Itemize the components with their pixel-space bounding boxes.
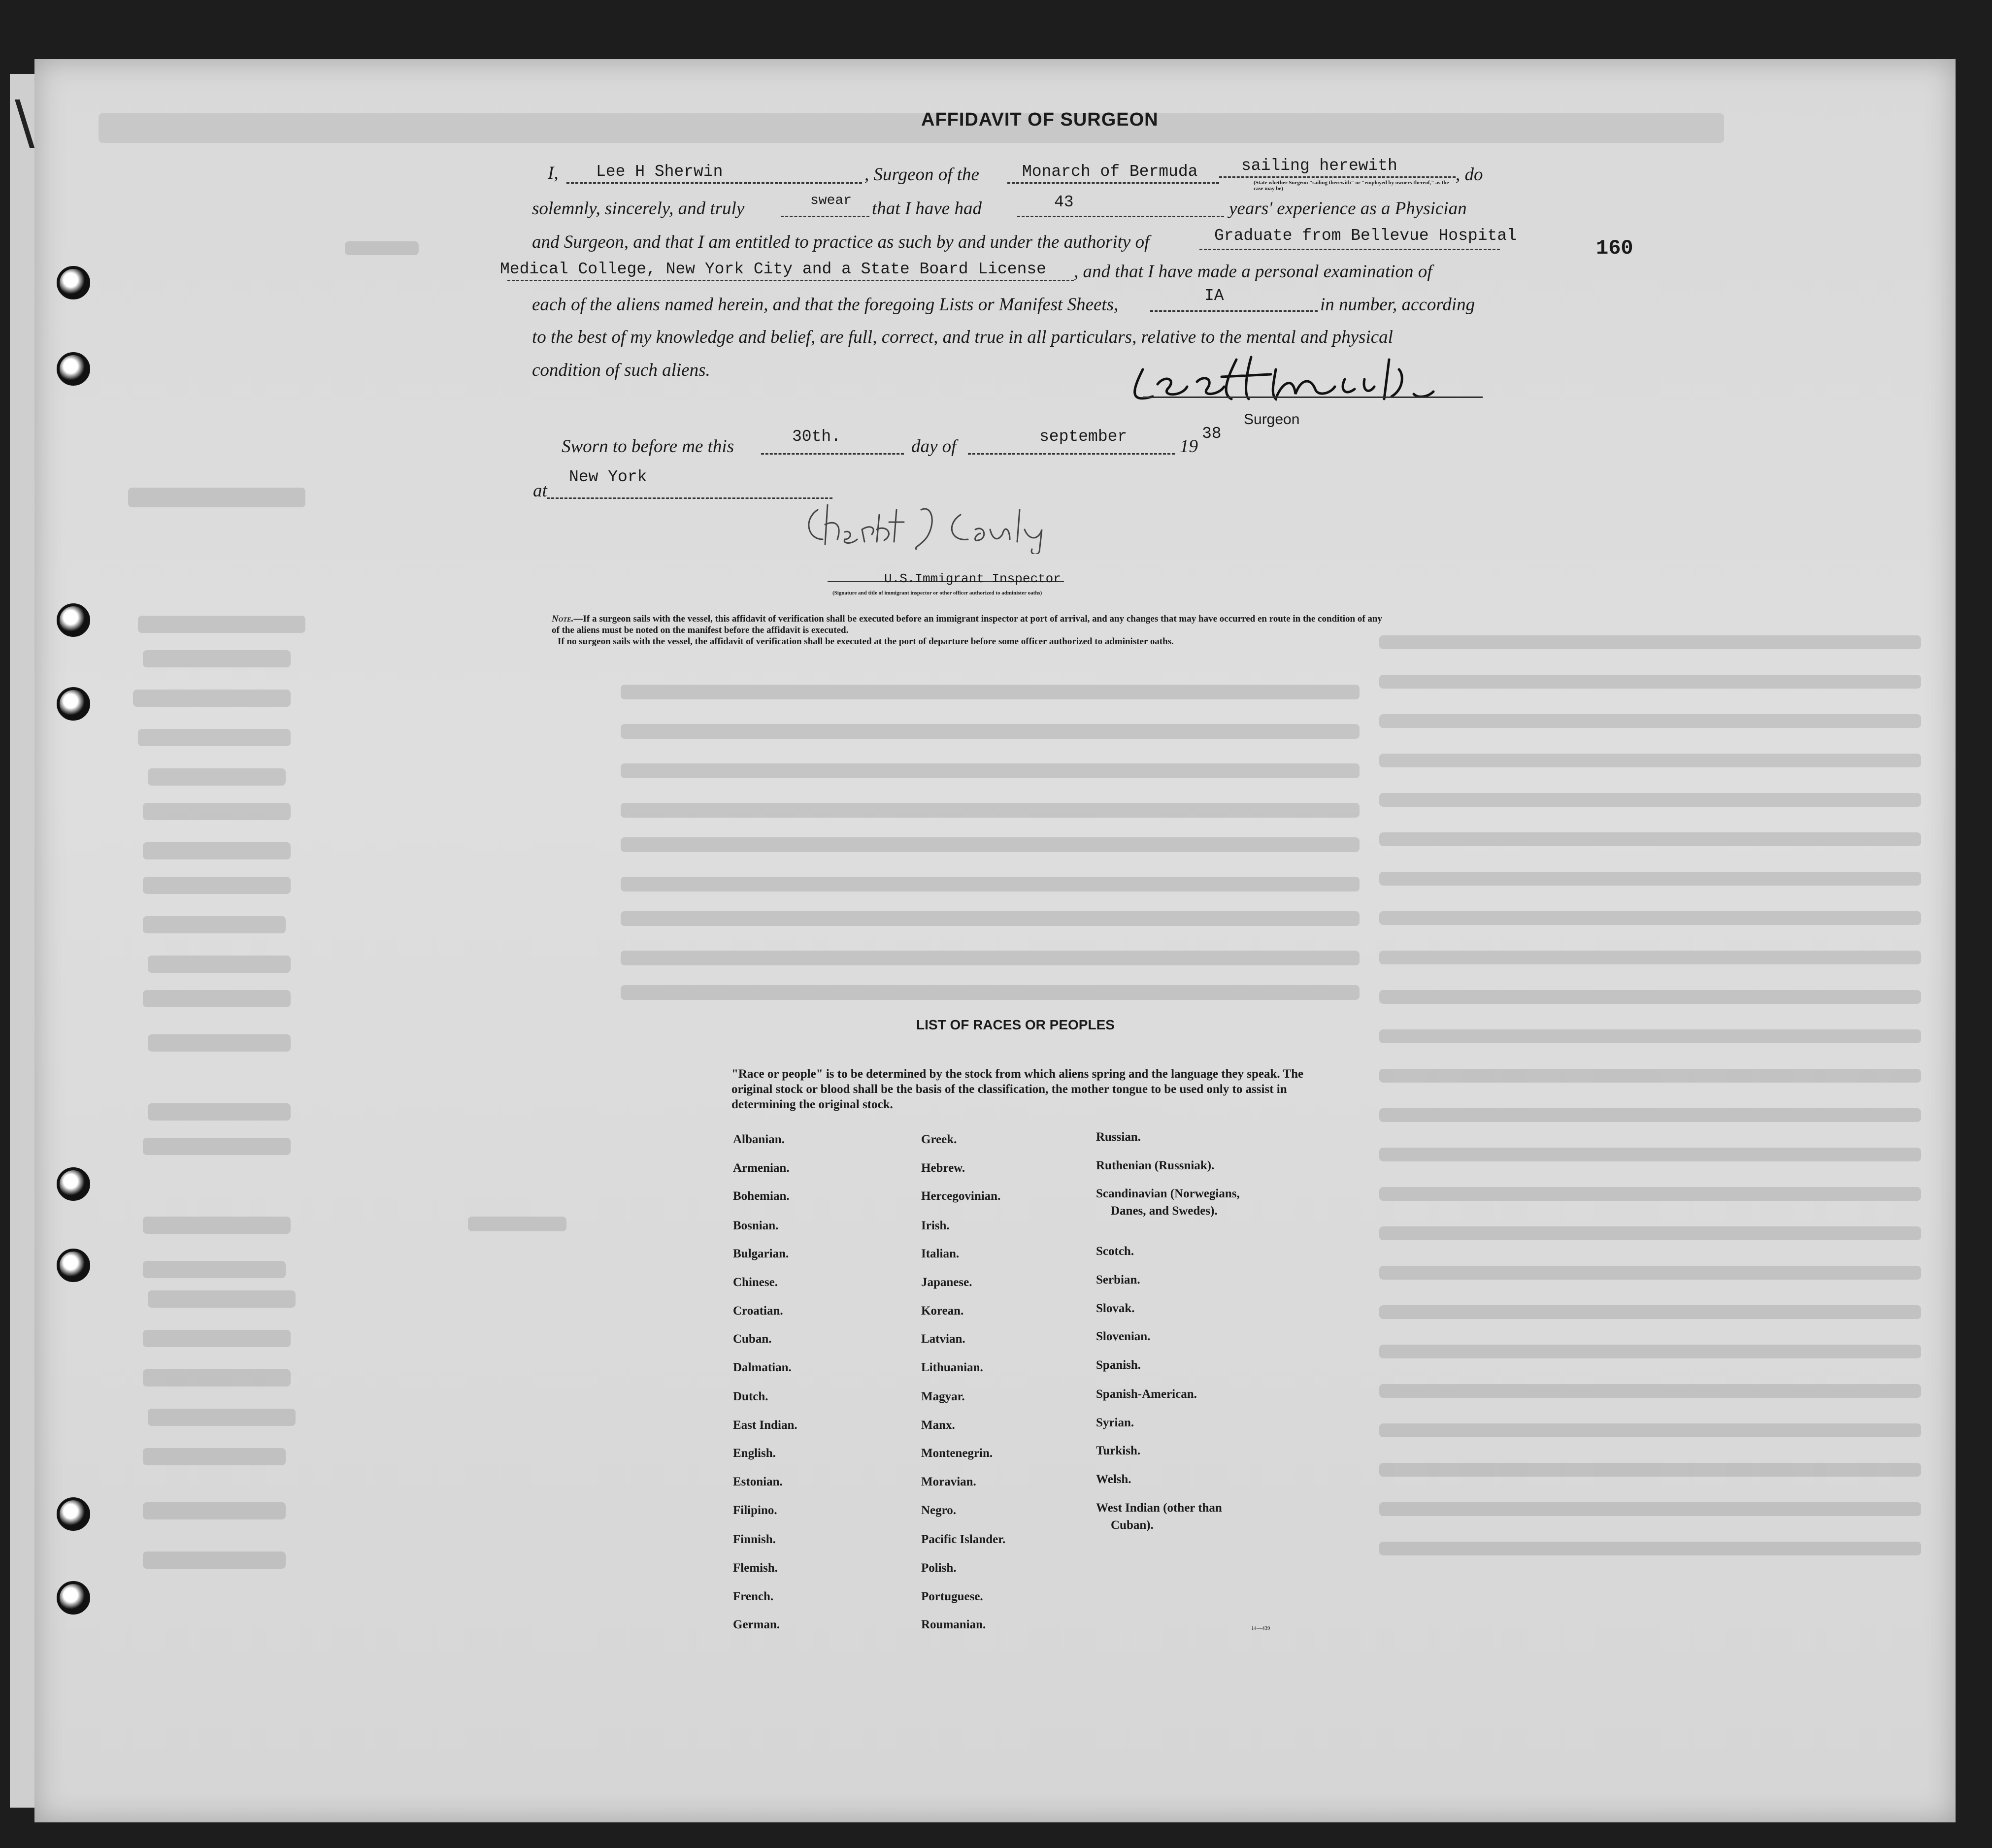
race-item: Ruthenian (Russniak).: [1096, 1159, 1215, 1172]
race-item: Negro.: [921, 1504, 957, 1517]
intro-text: I,: [548, 163, 559, 183]
race-item: West Indian (other than: [1096, 1501, 1222, 1515]
race-item: Hercegovinian.: [921, 1189, 1001, 1203]
race-item: Chinese.: [733, 1276, 778, 1289]
years-experience: 43: [1054, 193, 1074, 211]
race-item: East Indian.: [733, 1419, 797, 1432]
examination-text: , and that I have made a personal examination of: [1074, 262, 1432, 282]
note-label: Note.: [552, 614, 574, 624]
race-item: Latvian.: [921, 1332, 965, 1346]
vessel-line: [1007, 182, 1219, 184]
race-item: French.: [733, 1590, 774, 1603]
race-item: Manx.: [921, 1419, 955, 1432]
race-item: Armenian.: [733, 1161, 790, 1175]
have-had-text: that I have had: [872, 198, 982, 219]
race-item: Dalmatian.: [733, 1361, 792, 1374]
race-item: Italian.: [921, 1247, 960, 1260]
place: New York: [569, 468, 647, 486]
month-line: [968, 453, 1175, 455]
place-line: [547, 497, 832, 499]
binder-hole: [57, 1581, 90, 1615]
binder-hole: [57, 603, 90, 637]
vessel-name: Monarch of Bermuda: [1022, 163, 1198, 181]
race-item: Cuban.: [733, 1332, 772, 1346]
race-item: Filipino.: [733, 1504, 777, 1517]
race-item: Bulgarian.: [733, 1247, 789, 1260]
binder-hole: [57, 266, 90, 299]
race-item: German.: [733, 1618, 780, 1631]
sailing-status: sailing herewith: [1241, 157, 1397, 175]
inspector-signature: [798, 495, 1074, 554]
oath-line: [781, 216, 869, 217]
sheets-line: [1150, 310, 1318, 312]
condition-text: condition of such aliens.: [532, 360, 710, 380]
page-title: AFFIDAVIT OF SURGEON: [921, 109, 1159, 130]
surgeon-name: Lee H Sherwin: [596, 163, 723, 181]
authority-line-2: [507, 280, 1074, 281]
binder-hole: [57, 687, 90, 721]
surgeon-of-text: , Surgeon of the: [864, 165, 979, 185]
race-item: Syrian.: [1096, 1416, 1134, 1429]
race-item: English.: [733, 1447, 776, 1460]
surgeon-signature-line: [1143, 396, 1483, 398]
race-item: Bosnian.: [733, 1219, 779, 1232]
inspector-caption: (Signature and title of immigrant inspector or other officer authorized to administer oaths): [832, 590, 1042, 596]
binder-hole: [57, 1497, 90, 1531]
race-item: Russian.: [1096, 1130, 1141, 1144]
races-list-intro: "Race or people" is to be determined by the stock from which aliens spring and the language they speak. The original stock or blood shall be the basis of the classification, the mother tongue to be used only to assist in determining the original stock.: [731, 1067, 1304, 1111]
race-item: Scotch.: [1096, 1245, 1134, 1258]
race-item: Albanian.: [733, 1133, 785, 1146]
race-item: Finnish.: [733, 1533, 776, 1546]
sworn-text: Sworn to before me this: [562, 436, 734, 457]
sworn-day: 30th.: [792, 428, 841, 446]
race-item: Spanish-American.: [1096, 1387, 1197, 1401]
race-item: Scandinavian (Norwegians,: [1096, 1187, 1240, 1200]
authority-line: [1199, 249, 1500, 250]
sworn-month: september: [1039, 428, 1128, 446]
in-number-text: in number, according: [1320, 295, 1475, 315]
note-text-2: If no surgeon sails with the vessel, the affidavit of verification shall be executed at the port of departure before some officer authorized to administer oaths.: [558, 636, 1174, 647]
verification-note: [552, 613, 1384, 647]
at-text: at: [533, 481, 547, 501]
sailing-line: [1219, 176, 1456, 178]
years-line: [1017, 216, 1224, 217]
race-item: Irish.: [921, 1219, 950, 1232]
race-item: Japanese.: [921, 1276, 972, 1289]
race-item: Magyar.: [921, 1390, 965, 1403]
years-text: years' experience as a Physician: [1229, 198, 1467, 219]
race-item: Bohemian.: [733, 1189, 790, 1203]
race-item: Polish.: [921, 1561, 957, 1575]
inspector-title: U.S.Immigrant Inspector: [884, 571, 1061, 586]
surgeon-name-line: [566, 182, 862, 184]
document-page: [34, 59, 1956, 1822]
race-item: Roumanian.: [921, 1618, 986, 1631]
day-of-text: day of: [911, 436, 957, 457]
race-item: Croatian.: [733, 1304, 783, 1318]
authority-part1: Graduate from Bellevue Hospital: [1214, 227, 1517, 245]
race-item: Turkish.: [1096, 1444, 1141, 1457]
race-item: Portuguese.: [921, 1590, 983, 1603]
race-item: Dutch.: [733, 1390, 768, 1403]
solemnly-text: solemnly, sincerely, and truly: [532, 198, 745, 219]
race-item: Korean.: [921, 1304, 964, 1318]
race-item: Moravian.: [921, 1475, 976, 1488]
race-item: Estonian.: [733, 1475, 783, 1488]
race-item: Danes, and Swedes).: [1111, 1204, 1218, 1218]
sheets-count: IA: [1204, 287, 1224, 305]
binder-hole: [57, 352, 90, 386]
oath-type: swear: [810, 193, 852, 208]
manifest-text: each of the aliens named herein, and that the foregoing Lists or Manifest Sheets,: [532, 295, 1119, 315]
edge-mark: \: [15, 89, 35, 157]
race-item: Hebrew.: [921, 1161, 965, 1175]
race-item: Welsh.: [1096, 1473, 1131, 1486]
authority-part2: Medical College, New York City and a State Board License: [500, 260, 1046, 278]
knowledge-text: to the best of my knowledge and belief, are full, correct, and true in all particulars, relative to the mental and physical: [532, 327, 1393, 347]
binder-hole: [57, 1167, 90, 1201]
surgeon-label: Surgeon: [1244, 411, 1300, 428]
sailing-note: (State whether Surgeon "sailing therewith" or "employed by owners thereof," as the case may be): [1254, 180, 1449, 192]
do-text: , do: [1456, 165, 1483, 185]
race-item: Cuban).: [1111, 1518, 1154, 1532]
race-item: Flemish.: [733, 1561, 778, 1575]
year-prefix: 19: [1180, 436, 1198, 457]
race-item: Greek.: [921, 1133, 957, 1146]
page-number: 160: [1596, 236, 1633, 260]
authority-text: and Surgeon, and that I am entitled to practice as such by and under the authority of: [532, 232, 1150, 252]
race-item: Pacific Islander.: [921, 1533, 1006, 1546]
race-item: Slovenian.: [1096, 1330, 1151, 1343]
binder-hole: [57, 1249, 90, 1282]
race-item: Montenegrin.: [921, 1447, 993, 1460]
race-item: Serbian.: [1096, 1273, 1140, 1287]
surgeon-signature: [1123, 340, 1448, 409]
form-number: 14—439: [1251, 1625, 1270, 1631]
races-list-title: LIST OF RACES OR PEOPLES: [916, 1017, 1115, 1032]
day-line: [761, 453, 904, 455]
race-item: Spanish.: [1096, 1358, 1141, 1372]
race-item: Slovak.: [1096, 1302, 1135, 1315]
year-suffix: 38: [1202, 425, 1222, 443]
note-text-1: —If a surgeon sails with the vessel, this affidavit of verification shall be executed before an immigrant inspector at port of arrival, and any changes that may have occurred en route in the condition of any of the aliens must be noted on the manifest before the affidavit is executed.: [552, 614, 1382, 635]
race-item: Lithuanian.: [921, 1361, 983, 1374]
